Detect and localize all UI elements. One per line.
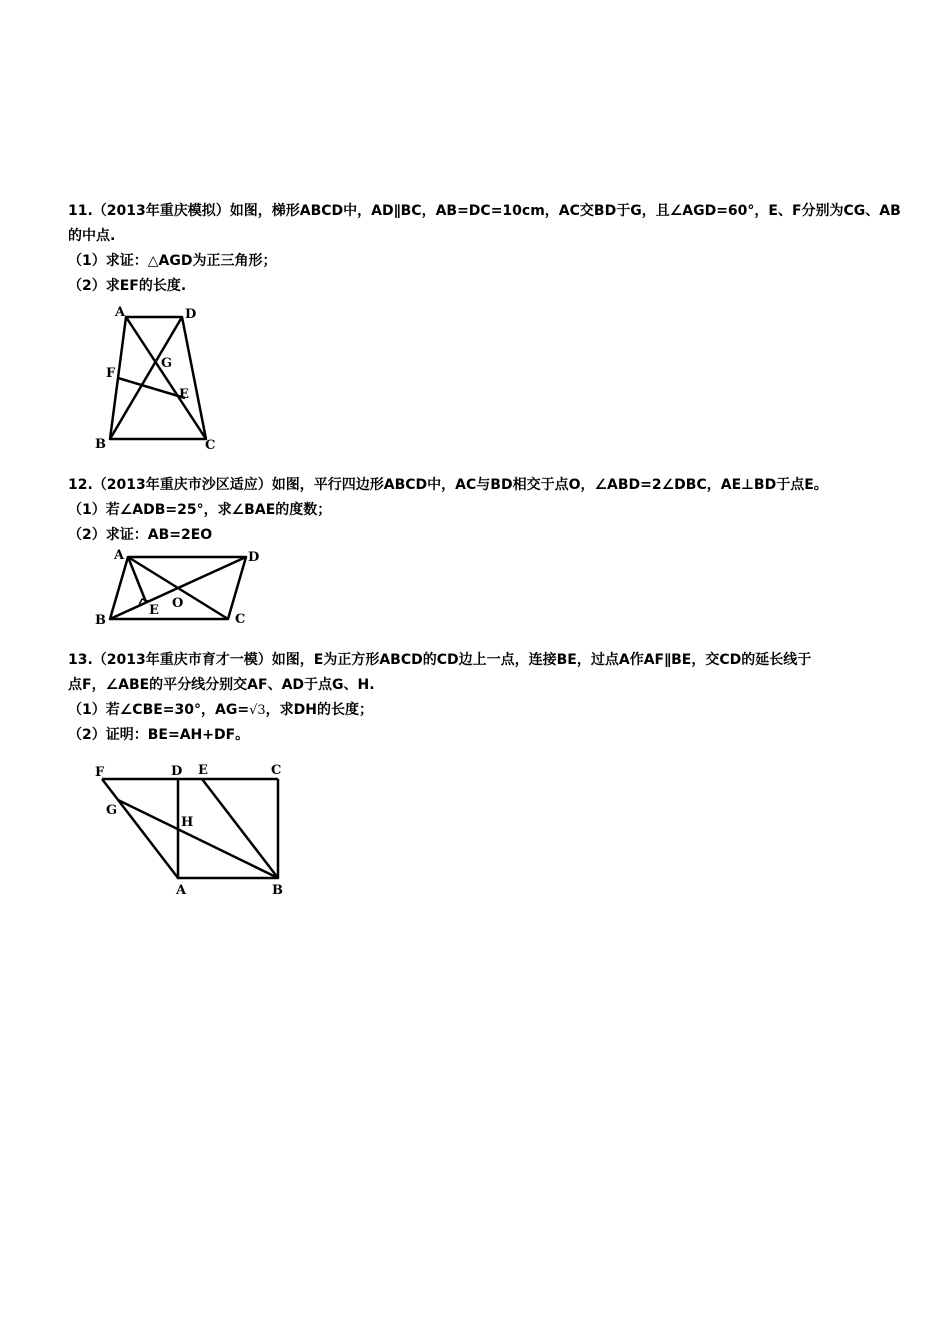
label-o: O (172, 596, 184, 611)
label-b: B (272, 883, 283, 898)
trapezoid-abcd (110, 317, 206, 439)
label-d: D (171, 764, 183, 779)
problem-11-part-2: （2）求EF的长度. (68, 278, 187, 294)
label-b: B (95, 437, 106, 452)
sqrt-three: √3 (249, 703, 266, 718)
label-c: C (271, 763, 282, 778)
label-g: G (106, 803, 118, 818)
problem-12 (68, 473, 898, 548)
problem-13-part-1-tail: ，求DH的长度； (265, 702, 373, 718)
segment-fe (118, 378, 185, 398)
label-c: C (205, 438, 216, 453)
label-c: C (235, 612, 246, 627)
problem-13 (68, 648, 898, 748)
segment-be (202, 779, 278, 878)
problem-13-line-2: 点F，∠ABE的平分线分别交AF、AD于点G、H. (68, 677, 375, 693)
label-e: E (149, 603, 159, 618)
label-e: E (198, 763, 208, 778)
problem-12-part-1: （1）若∠ADB=25°，求∠BAE的度数； (68, 502, 332, 518)
label-e: E (179, 387, 189, 402)
label-f: F (106, 366, 116, 381)
label-b: B (95, 613, 106, 628)
problem-11-line-2: 的中点. (68, 228, 116, 244)
label-h: H (181, 815, 194, 830)
figure-trapezoid (90, 300, 240, 460)
segment-fa (102, 779, 178, 878)
label-a: A (115, 305, 126, 320)
label-d: D (185, 307, 197, 322)
problem-13-line-1: 13.（2013年重庆市育才一模）如图，E为正方形ABCD的CD边上一点，连接BE，过点A作AF∥BE，交CD的延长线于 (68, 652, 812, 668)
problem-13-part-1 (68, 698, 898, 723)
figure-square (90, 758, 300, 903)
label-g: G (161, 356, 173, 371)
problem-11 (68, 199, 901, 299)
label-a: A (114, 548, 125, 563)
label-a: A (176, 883, 187, 898)
figure-parallelogram (90, 543, 270, 633)
label-d: D (248, 550, 260, 565)
problem-11-line-1: 11.（2013年重庆模拟）如图，梯形ABCD中，AD∥BC，AB=DC=10cm，AC交BD于G，且∠AGD=60°，E、F分别为CG、AB (68, 203, 901, 219)
problem-13-part-1-head: （1）若∠CBE=30°，AG= (68, 702, 250, 718)
problem-11-part-1: （1）求证：△AGD为正三角形； (68, 253, 277, 269)
problem-12-line-1: 12.（2013年重庆市沙区适应）如图，平行四边形ABCD中，AC与BD相交于点O，∠ABD=2∠DBC，AE⊥BD于点E。 (68, 477, 828, 493)
label-f: F (95, 765, 105, 780)
problem-13-part-2: （2）证明：BE=AH+DF。 (68, 727, 250, 743)
segment-bg (118, 800, 278, 878)
problem-12-part-2: （2）求证：AB=2EO (68, 527, 213, 543)
